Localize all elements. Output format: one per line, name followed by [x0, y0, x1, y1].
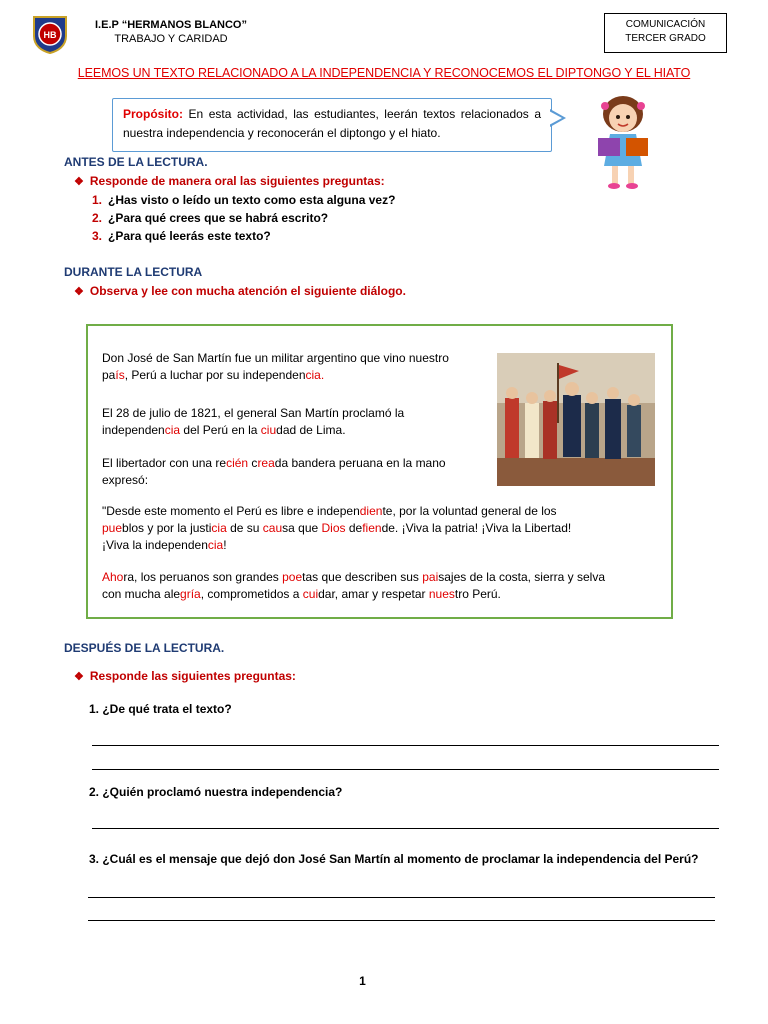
- diamond-bullet-icon: ❖: [74, 286, 84, 298]
- page-number: 1: [359, 974, 366, 988]
- course-box: [604, 13, 727, 53]
- reading-paragraph-4: "Desde este momento el Perú es libre e independiente, por la voluntad general de los pueblos y por la justicia de su causa que Dios defiende. ¡Viva la patria! ¡Viva la Libertad! ¡Viva la independencia!: [102, 504, 572, 552]
- before-question-2: 2. ¿Para qué crees que se habrá escrito?: [92, 211, 329, 225]
- after-question-2: 2. ¿Quién proclamó nuestra independencia?: [89, 785, 343, 799]
- independence-painting-image: [497, 353, 655, 486]
- purpose-label: Propósito:: [123, 107, 183, 121]
- reading-paragraph-3: El libertador con una recién creada bandera peruana en la mano expresó:: [102, 456, 446, 487]
- page-title: LEEMOS UN TEXTO RELACIONADO A LA INDEPENDENCIA Y RECONOCEMOS EL DIPTONGO Y EL HIATO: [77, 66, 691, 80]
- callout-tail-inner: [549, 111, 562, 125]
- purpose-callout: [112, 98, 552, 152]
- course-grade: TERCER GRADO: [625, 33, 706, 44]
- diamond-bullet-icon: ❖: [74, 176, 84, 188]
- answer-line[interactable]: [88, 920, 715, 921]
- during-instruction: ❖ Observa y lee con mucha atención el siguiente diálogo.: [74, 284, 406, 298]
- course-subject: COMUNICACIÓN: [625, 19, 706, 30]
- after-question-1: 1. ¿De qué trata el texto?: [89, 702, 232, 716]
- answer-line[interactable]: [92, 769, 719, 770]
- answer-line[interactable]: [92, 745, 719, 746]
- after-reading-heading: DESPUÉS DE LA LECTURA.: [64, 641, 225, 655]
- before-question-3: 3. ¿Para qué leerás este texto?: [92, 229, 271, 243]
- after-question-3: 3. ¿Cuál es el mensaje que dejó don José San Martín al momento de proclamar la independencia del Perú?: [89, 852, 699, 866]
- reading-paragraph-1: Don José de San Martín fue un militar argentino que vino nuestro país, Perú a luchar por su independencia.: [102, 351, 449, 382]
- crest-initials: HB: [43, 30, 57, 40]
- school-name: I.E.P “HERMANOS BLANCO”: [95, 19, 247, 31]
- school-motto: TRABAJO Y CARIDAD: [114, 33, 228, 45]
- purpose-text: En esta actividad, las estudiantes, leerán textos relacionados a nuestra independencia y reconocerán el diptongo y el hiato.: [123, 107, 541, 140]
- school-crest-logo: [30, 14, 70, 54]
- answer-line[interactable]: [92, 828, 719, 829]
- reading-paragraph-2: El 28 de julio de 1821, el general San Martín proclamó la independencia del Perú en la ciudad de Lima.: [102, 406, 405, 437]
- before-reading-heading: ANTES DE LA LECTURA.: [64, 155, 208, 169]
- reading-paragraph-5: Ahora, los peruanos son grandes poetas que describen sus paisajes de la costa, sierra y selva con mucha alegría, comprometidos a cuidar, amar y respetar nuestro Perú.: [102, 570, 605, 601]
- answer-line[interactable]: [88, 897, 715, 898]
- before-question-1: 1. ¿Has visto o leído un texto como esta alguna vez?: [92, 193, 396, 207]
- girl-reading-illustration: [588, 92, 658, 192]
- diamond-bullet-icon: ❖: [74, 671, 84, 683]
- before-instruction: ❖ Responde de manera oral las siguientes preguntas:: [74, 174, 385, 188]
- during-reading-heading: DURANTE LA LECTURA: [64, 265, 203, 279]
- after-instruction: ❖ Responde las siguientes preguntas:: [74, 669, 296, 683]
